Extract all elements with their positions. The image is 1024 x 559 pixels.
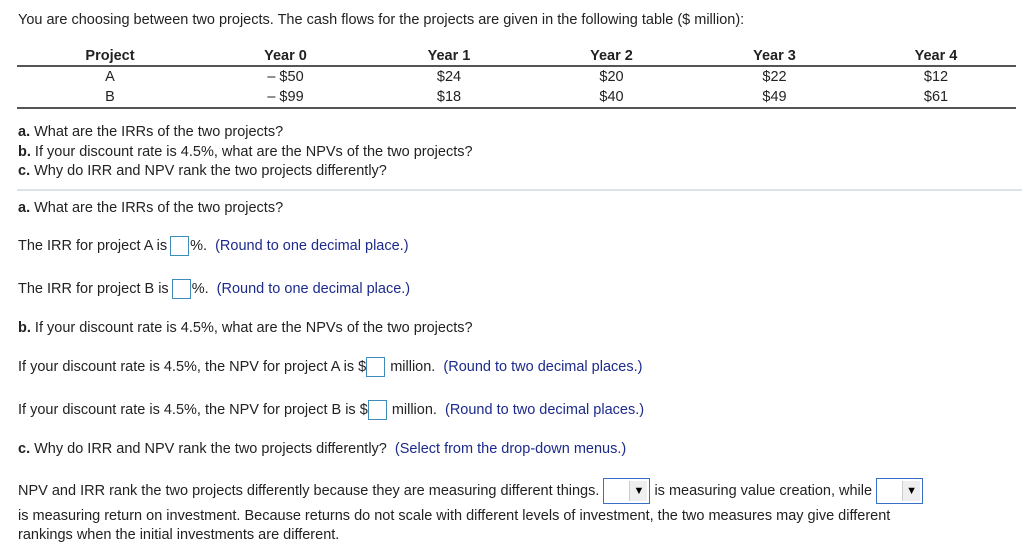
- dropdown-arrow-icon[interactable]: ▼: [629, 481, 647, 501]
- col-header-year0: Year 0: [203, 48, 368, 66]
- part-c-hint: (Select from the drop-down menus.): [394, 441, 627, 457]
- col-header-project: Project: [17, 48, 203, 66]
- section-divider: [17, 189, 1022, 191]
- cell: – $99: [203, 87, 368, 108]
- table-header-row: [17, 48, 1016, 66]
- cash-flow-table: [17, 48, 1016, 109]
- irr-a-line: The IRR for project A is %. (Round to one decimal place.): [18, 236, 409, 256]
- question-c: c. Why do IRR and NPV rank the two projects differently?: [18, 163, 387, 179]
- col-header-year3: Year 3: [693, 48, 856, 66]
- question-a: a. What are the IRRs of the two projects?: [18, 124, 284, 140]
- cell: $61: [856, 87, 1016, 108]
- irr-a-input[interactable]: [170, 236, 189, 256]
- irr-b-line: The IRR for project B is %. (Round to one decimal place.): [18, 279, 410, 299]
- cell: $12: [923, 68, 949, 85]
- cell: $40: [530, 87, 693, 108]
- dropdown-arrow-icon[interactable]: ▼: [902, 481, 920, 501]
- irr-b-input[interactable]: [172, 279, 191, 299]
- cell: – $50: [267, 68, 304, 85]
- problem-intro: You are choosing between two projects. The cash flows for the projects are given in the following table ($ million):: [18, 12, 745, 28]
- npv-b-line: If your discount rate is 4.5%, the NPV for project B is $ million. (Round to two decimal places.): [18, 400, 644, 420]
- col-header-year2: Year 2: [530, 48, 693, 66]
- cell: $49: [693, 87, 856, 108]
- irr-b-hint: (Round to one decimal place.): [216, 280, 411, 297]
- part-c-heading: c. Why do IRR and NPV rank the two projects differently? (Select from the drop-down menus.): [18, 441, 627, 457]
- part-c-line-3: rankings when the initial investments are different.: [18, 527, 340, 543]
- cell: $22: [762, 68, 787, 85]
- measure-dropdown-2[interactable]: [876, 478, 923, 504]
- npv-a-input[interactable]: [366, 357, 385, 377]
- npv-b-input[interactable]: [368, 400, 387, 420]
- npv-a-hint: (Round to two decimal places.): [443, 358, 643, 375]
- cell: $24: [436, 68, 462, 85]
- cell: $18: [368, 87, 530, 108]
- table-row: [17, 87, 1016, 108]
- part-b-heading: b. If your discount rate is 4.5%, what are the NPVs of the two projects?: [18, 320, 473, 336]
- part-a-heading: a. What are the IRRs of the two projects?: [18, 200, 284, 216]
- irr-a-hint: (Round to one decimal place.): [215, 237, 409, 254]
- part-c-line-1: NPV and IRR rank the two projects differently because they are measuring different things. ▼ is measuring value creation, while ▼: [18, 478, 923, 504]
- cell: A: [105, 68, 115, 85]
- npv-b-hint: (Round to two decimal places.): [445, 401, 645, 418]
- cell: $20: [599, 68, 624, 85]
- part-c-line-2: is measuring return on investment. Because returns do not scale with different levels of investment, the two measures may give different: [18, 508, 891, 524]
- col-header-year1: Year 1: [368, 48, 530, 66]
- col-header-year4: Year 4: [856, 48, 1016, 66]
- question-b: b. If your discount rate is 4.5%, what are the NPVs of the two projects?: [18, 144, 473, 160]
- measure-dropdown-1[interactable]: [603, 478, 650, 504]
- npv-a-line: If your discount rate is 4.5%, the NPV for project A is $ million. (Round to two decimal places.): [18, 357, 642, 377]
- table-row: [17, 66, 1016, 87]
- cell: B: [17, 87, 203, 108]
